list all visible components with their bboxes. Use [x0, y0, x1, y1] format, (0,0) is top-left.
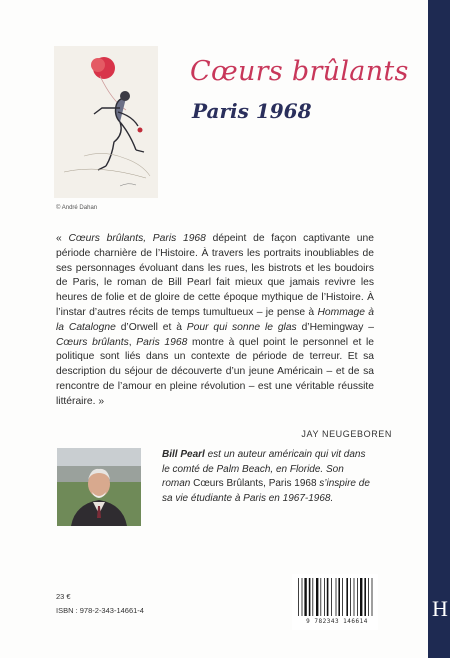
- quote-text: d’Hemingway –: [296, 321, 374, 333]
- cover-illustration: [54, 46, 158, 198]
- book-subtitle: Paris 1968: [192, 99, 312, 123]
- cover-spine: [428, 0, 450, 658]
- bio-text: est un auteur américain qui vit dans le comté de Palm Beach, en Floride. Son roman: [162, 449, 366, 490]
- illustration-credit: © André Dahan: [56, 205, 98, 211]
- barcode-number: 9 782343 146614: [306, 618, 368, 625]
- author-name: Bill Pearl: [162, 449, 205, 460]
- quote-title-ref: Pour qui sonne le glas: [186, 321, 297, 333]
- quote-text: d’Orwell et à: [115, 321, 187, 333]
- quote-title-ref: Cœurs brûlants, Paris 1968: [68, 233, 206, 244]
- author-bio: [162, 448, 372, 506]
- bio-title-ref: Cœurs Brûlants, Paris 1968: [193, 478, 317, 490]
- quote-title-ref: Cœurs brûlants: [56, 336, 129, 348]
- book-title: Cœurs brûlants: [190, 56, 409, 87]
- quote-title-ref: Paris 1968: [136, 336, 188, 348]
- review-quote: [56, 232, 374, 410]
- quote-title-ref: Hommage à la Catalogne: [56, 306, 375, 333]
- price: 23 €: [56, 592, 71, 601]
- quote-text: «: [56, 233, 69, 244]
- quote-text: montre à quel point le personnel et le politique sont liés dans un contexte de période de terreur. Et sa description du séjour de découverte d’un jeune Américain – et de sa rencontre de l’amour en pleine révolution – est une véritable réussite littéraire. »: [56, 336, 374, 407]
- quote-text: ,: [128, 336, 137, 348]
- author-photo: [57, 448, 141, 526]
- quote-text: dépeint de façon captivante une période charnière de l’Histoire. À travers les portraits inoubliables de ses personnages évoluant dans les rues, les bistrots et les boudoirs de Paris, le roman de Bill Pearl fait mieux que jamais revivre les heures de folie et de gloire de cette époque mythique de l’Histoire. À l’instar d’autres récits de temps tumultueux – je pense à: [56, 233, 374, 318]
- publisher-letter: H: [432, 596, 448, 621]
- quote-author: JAY NEUGEBOREN: [301, 429, 392, 439]
- bio-text: s’inspire de sa vie étudiante à Paris en 1967-1968.: [162, 478, 370, 504]
- isbn: ISBN : 978-2-343-14661-4: [56, 606, 144, 615]
